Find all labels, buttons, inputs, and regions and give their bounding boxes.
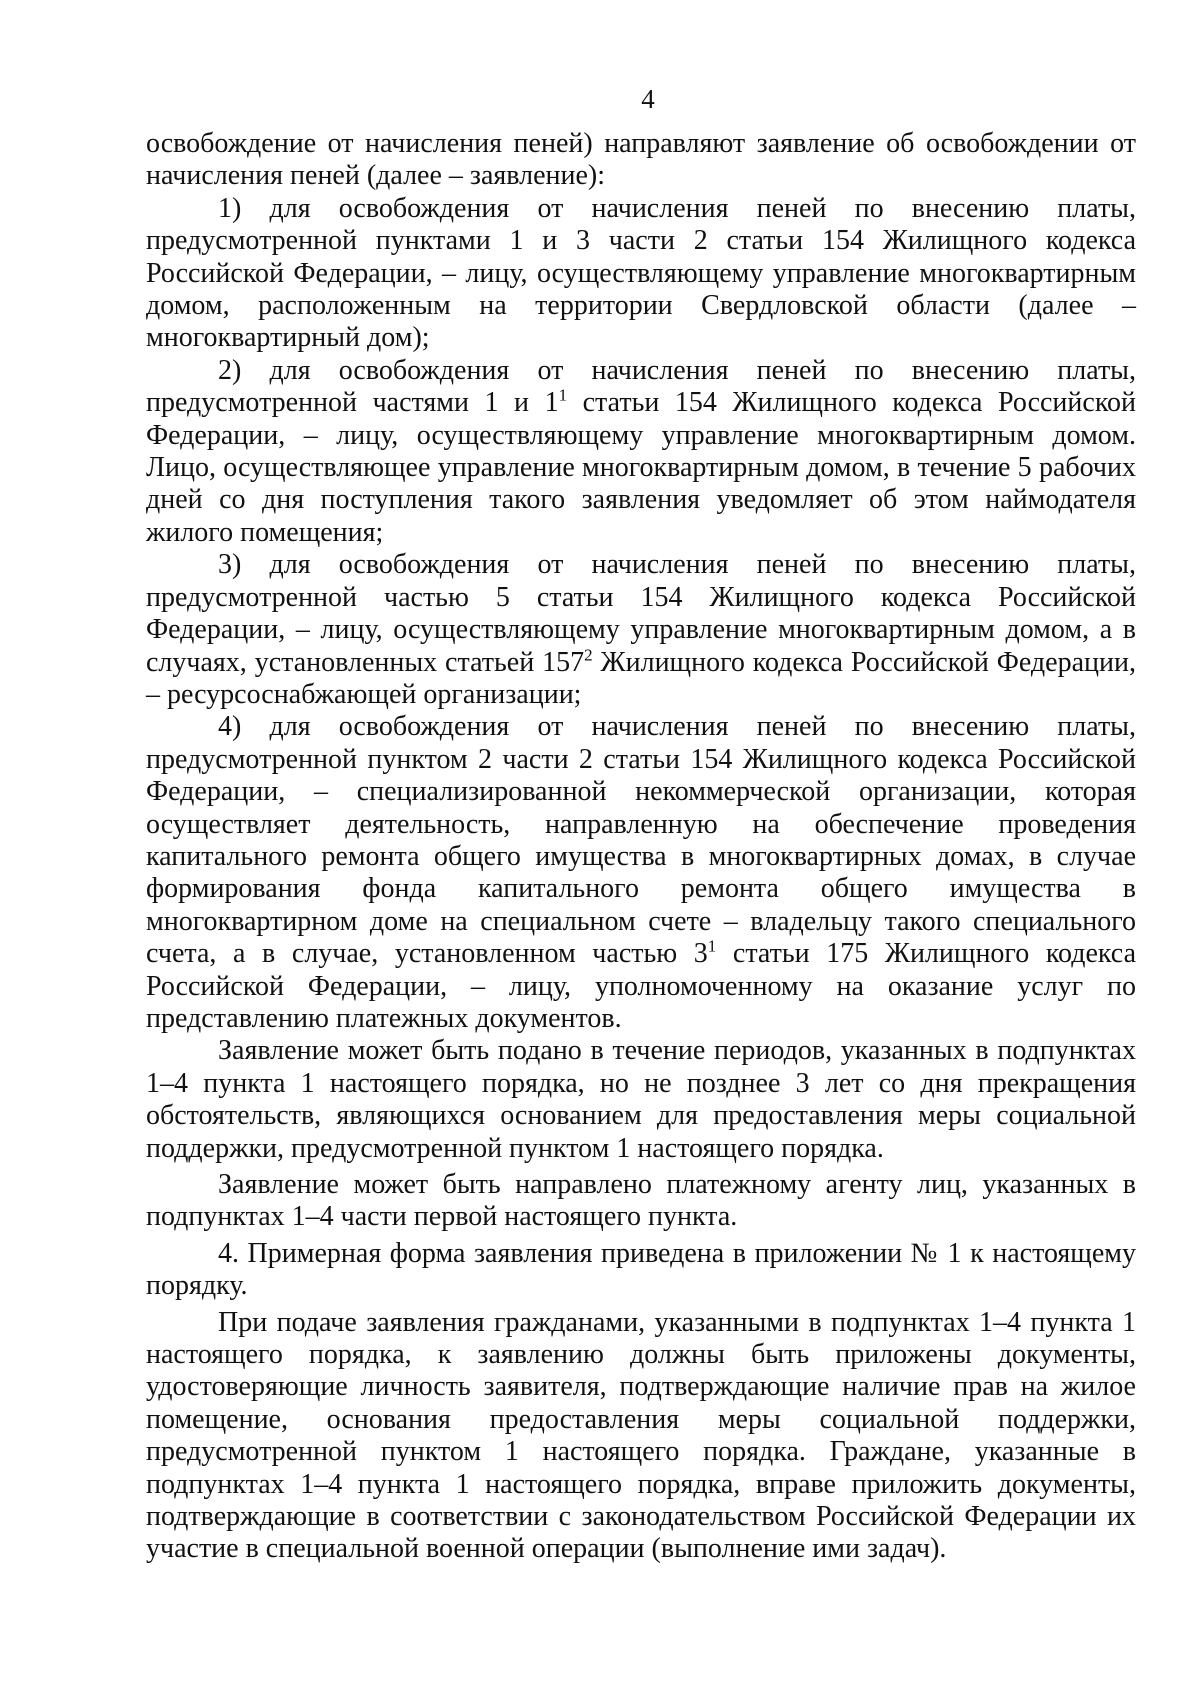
paragraph (146, 549, 1136, 711)
paragraph-text: 4. Примерная форма заявления приведена в приложении № 1 к настоящему порядку. (146, 1237, 1136, 1302)
paragraph-text: статьи 175 Жилищного кодекса Российской Федерации, – лицу, уполномоченному на оказание услуг по представлению платежных документов. (146, 938, 1136, 1034)
paragraph-text: освобождение от начисления пеней) направляют заявление об освобождении от начисления пеней (далее – заявление): (146, 128, 1136, 192)
paragraph-text: Жилищного кодекса Российской Федерации, – ресурсоснабжающей организации; (146, 646, 1136, 710)
paragraph (146, 1307, 1136, 1566)
paragraph-text: статьи 154 Жилищного кодекса Российской Федерации, – лицу, осуществляющему управление многоквартирным домом. Лицо, осуществляющее управление многоквартирным домом, в течение 5 рабочих дней со дня поступления такого заявления уведомляет об этом наймодателя жилого помещения; (146, 387, 1136, 548)
document-body (146, 128, 1136, 1566)
paragraph-text: 3) для освобождения от начисления пеней по внесению платы, предусмотренной частью 5 статьи 154 Жилищного кодекса Российской Федерации, – лицу, осуществляющему управление многоквартирным домом, а в случаях, установленных статьей 157 (146, 549, 1136, 678)
paragraph-text: При подаче заявления гражданами, указанными в подпунктах 1–4 пункта 1 настоящего порядка, к заявлению должны быть приложены документы, удостоверяющие личность заявителя, подтверждающие наличие прав на жилое помещение, основания предоставления меры социальной поддержки, предусмотренной пунктом 1 настоящего порядка. Граждане, указанные в подпунктах 1–4 пункта 1 настоящего порядка, вправе приложить документы, подтверждающие в соответствии с законодательством Российской Федерации их участие в специальной военной операции (выполнение ими задач). (146, 1306, 1136, 1565)
paragraph (146, 1238, 1136, 1303)
page-number: 4 (641, 84, 655, 114)
paragraph (146, 193, 1136, 355)
paragraph-text: 4) для освобождения от начисления пеней по внесению платы, предусмотренной пунктом 2 части 2 статьи 154 Жилищного кодекса Российской Федерации, – специализированной некоммерческой организации, которая осуществляет деятельность, направленную на обеспечение проведения капитального ремонта общего имущества в многоквартирных домах, в случае формирования фонда капитального ремонта общего имущества в многоквартирном доме на специальном счете – владельцу такого специального счета, а в случае, установленном частью 3 (146, 711, 1136, 970)
paragraph (146, 355, 1136, 549)
paragraph-text: 1) для освобождения от начисления пеней по внесению платы, предусмотренной пунктами 1 и 3 части 2 статьи 154 Жилищного кодекса Российской Федерации, – лицу, осуществляющему управление многоквартирным домом, расположенным на территории Свердловской области (далее – многоквартирный дом); (146, 192, 1136, 354)
paragraph (146, 1169, 1136, 1234)
paragraph (146, 711, 1136, 1035)
superscript: 1 (707, 936, 717, 956)
superscript: 2 (584, 645, 593, 665)
paragraph-text: 2) для освобождения от начисления пеней по внесению платы, предусмотренной частями 1 и 1 (146, 354, 1136, 419)
paragraph (146, 1035, 1136, 1165)
superscript: 1 (558, 385, 568, 405)
paragraph-text: Заявление может быть направлено платежному агенту лиц, указанных в подпунктах 1–4 части первой настоящего пункта. (146, 1169, 1136, 1233)
paragraph-text: Заявление может быть подано в течение периодов, указанных в подпунктах 1–4 пункта 1 настоящего порядка, но не позднее 3 лет со дня прекращения обстоятельств, являющихся основанием для предоставления меры социальной поддержки, предусмотренной пунктом 1 настоящего порядка. (146, 1035, 1136, 1164)
paragraph (146, 128, 1136, 193)
